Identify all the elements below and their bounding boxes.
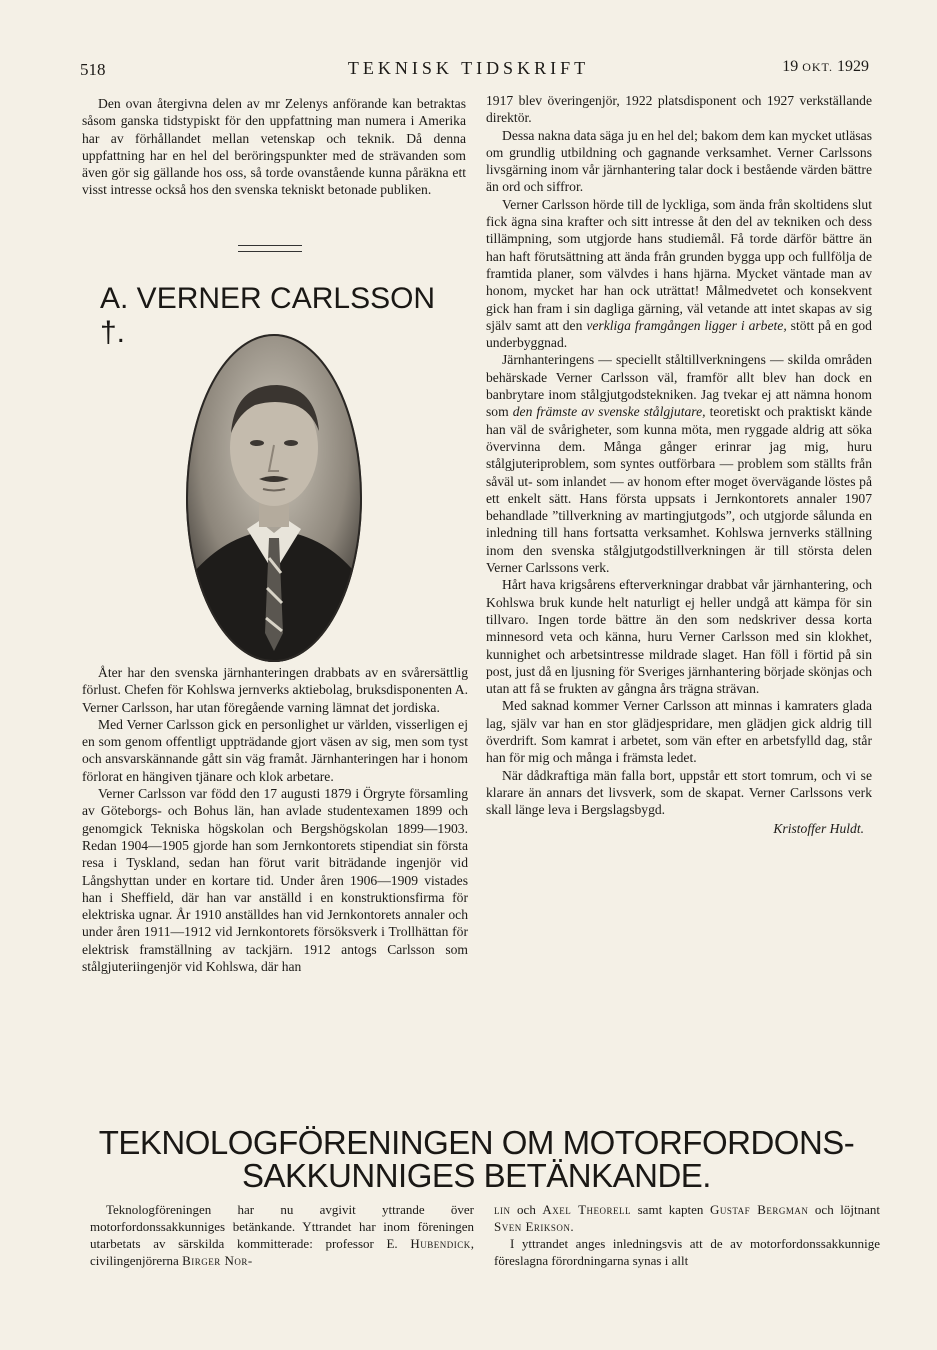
obituary-paragraph	[486, 196, 872, 352]
text-run: Teknologföreningen har nu avgivit yttrande över motorfordonssakkunniges betänkande. Yttrandet har inom föreningen utarbetats av särskilda kommitterade: professor E.	[90, 1202, 474, 1251]
intro-column	[82, 95, 466, 199]
text-run: stött på en god underbyggnad.	[486, 317, 872, 351]
text-run: , civilingenjörerna	[90, 1236, 474, 1268]
article-paragraph: I yttrandet anges inledningsvis att de av motorfordonssakkunnige föreslagna förordningarna synas i allt	[494, 1236, 880, 1268]
obituary-paragraph	[486, 351, 872, 576]
date-year: 1929	[837, 58, 869, 75]
person-name: Sven Erikson	[494, 1219, 571, 1234]
person-name: Hubendick	[410, 1236, 471, 1251]
article-paragraph	[90, 1201, 474, 1269]
person-name: Gustaf Bergman	[709, 1202, 809, 1217]
text-run: Järnhanteringens — speciellt ståltillverkningens — skilda områden behärskade Verner Carlsson väl, framför allt blev han dock en banbrytare inom stålgjutgodstekniken. Jag tvekar ej att nämna honom som	[486, 352, 872, 420]
obituary-paragraph: Åter har den svenska järnhanteringen drabbats av en svårersättlig förlust. Chefen för Kohlswa jernverks aktiebolag, bruksdisponenten A. Verner Carlsson, har utan föregående varning lämnat det jordiska.	[82, 665, 468, 715]
person-name: Birger Nor-	[182, 1253, 253, 1268]
article-title-line-1: TEKNOLOGFÖRENINGEN OM MOTORFORDONS-	[98, 1124, 855, 1161]
page-header	[0, 54, 937, 84]
article-paragraph	[494, 1201, 880, 1235]
person-name: Axel Theorell	[542, 1202, 632, 1217]
text-run: Verner Carlsson hörde till de lyckliga, som ända från skoltidens slut fick ägna sina krafter och sitt intresse åt den del av tekniken och dess tillämpning, som utgjorde hans studiemål. Få torde därför bättre än han haft förutsättning att ända från grunden bygga upp och fullfölja de framtida planer, som välvdes i hans hjärna. Mycket väntade man av honom, mycket har han ock uträttat! Målmedvetet och konsekvent gick han fram i sin dagliga gärning, väl vetande att intet skapas av sig själv samt att den	[486, 196, 872, 333]
emphasis-text: verkliga framgången ligger i arbete,	[586, 317, 787, 333]
date-month: OKT.	[802, 60, 833, 74]
article-left-column	[90, 1201, 474, 1269]
section-divider	[238, 245, 302, 252]
obituary-paragraph: Hårt hava krigsårens efterverkningar drabbat vår järnhantering, och Kohlswa bruk kunde helt naturligt ej heller undgå att kämpa för sin tillvaro. Ingen torde bättre än den som nedskriver dessa korta minnesord veta och känna, huru Verner Carlsson med sin klokhet, kunnighet och arbetsintresse mildrade slaget. Han föll i förtid på sin post, just då en ljusning för Sveriges järnhantering började skönjas och utan att få se frukten av gångna års trägna strävan.	[486, 577, 872, 697]
journal-title: TEKNISK TIDSKRIFT	[347, 58, 590, 78]
obituary-title: A. VERNER CARLSSON †.	[100, 282, 436, 349]
date-day: 19	[782, 58, 799, 75]
article-title-line-2: SAKKUNNIGES BETÄNKANDE.	[242, 1157, 711, 1194]
portrait-photo	[185, 333, 363, 663]
obituary-paragraph: När dådkraftiga män falla bort, uppstår ett stort tomrum, och vi se klarare än annars det livsverk, som de skapat. Verner Carlssons verk skall länge leva i Bergslagsbygd.	[486, 767, 872, 818]
page-number: 518	[80, 60, 106, 79]
author-signature: Kristoffer Huldt.	[773, 821, 864, 837]
person-name: lin	[494, 1202, 511, 1217]
obituary-left-column	[82, 664, 468, 975]
text-run: och	[510, 1202, 543, 1217]
text-run: och löjtnant	[808, 1202, 880, 1217]
obituary-right-column	[486, 92, 872, 838]
obituary-paragraph: Med Verner Carlsson gick en personlighet ur världen, visserligen ej en som genom offentligt uppträdande gjort väsen av sig, men som tyst och ansvarskännande gått sin väg framåt. Järnhanteringen har i honom förlorat en hängiven tjänare och klok arbetare.	[82, 716, 468, 784]
obituary-paragraph: Dessa nakna data säga ju en hel del; bakom dem kan mycket utläsas om grundlig utbildning och gagnande verksamhet. Verner Carlssons livsgärning inom vår järnhantering talar dock i bestående värden bättre än ord och siffror.	[486, 127, 872, 195]
article-right-column	[494, 1201, 880, 1269]
text-run: .	[570, 1219, 574, 1234]
text-run: teoretiskt och praktiskt kände han väl de svårigheter, som kunna möta, men ryggade aldrig att söka övervinna dem. Många gånger erinrar jag mig, huru stålgjuteriproblem, som syntes outförbara — problem som ställts från såväl ut- som inlandet — av honom efter moget övervägande löstes på ett enkelt sätt. Hans första uppsats i Jernkontorets annaler 1907 behandlade ”tillverkning av martingjutgods”, och utgjorde sålunda en inledning till hans fortsatta verksamhet. Kohlswa jernverks ställning inom den svenska stålgjutgodstillverkningen är till största delen Verner Carlssons verk.	[486, 404, 873, 576]
issue-date	[782, 58, 869, 76]
obituary-paragraph: Med saknad kommer Verner Carlsson att minnas i kamraters glada lag, själv var han en stor glädjespridare, men glädjen gick aldrig till överdrift. Som kamrat i arbetet, som vän efter en arbetsfylld dag, står han för mig och många i främsta ledet.	[486, 698, 872, 766]
text-run: samt kapten	[631, 1202, 710, 1217]
emphasis-text: den främste av svenske stålgjutare,	[512, 404, 706, 420]
obituary-paragraph: Verner Carlsson var född den 17 augusti 1879 i Örgryte församling av Göteborgs- och Bohus län, han avlade studentexamen 1899 och genomgick Tekniska högskolan och Bergshögskolan 1899—1903. Redan 1904—1905 gjorde han som Jernkontorets stipendiat sin första resa i Tyskland, sedan han förut varit biträdande ingenjör vid Långshyttan under en kortare tid. Under åren 1906—1909 vistades han i Sheffield, där han var anställd i en konstruktionsfirma för elektriska ugnar. År 1910 anställdes han vid Jernkontorets annaler och under åren 1911—1912 vid Jernkontorets försöksverk i Trollhättan för elektrisk framställning av tackjärn. 1912 antogs Carlsson som stålgjuteriingenjör vid Kohlswa, där han	[82, 786, 468, 975]
obituary-paragraph: 1917 blev överingenjör, 1922 platsdisponent och 1927 verkställande direktör.	[486, 93, 872, 126]
intro-paragraph: Den ovan återgivna delen av mr Zelenys anförande kan betraktas såsom ganska tidstypiskt för den uppfattning man numera i Amerika har av förhållandet mellan vetenskap och teknik. Då denna uppfattning har en hel del beröringspunkter med de strävanden som även gör sig gällande hos oss, så torde ovanstående kunna påräkna ett visst intresse också hos den svenska tekniskt betonade publiken.	[82, 96, 466, 198]
